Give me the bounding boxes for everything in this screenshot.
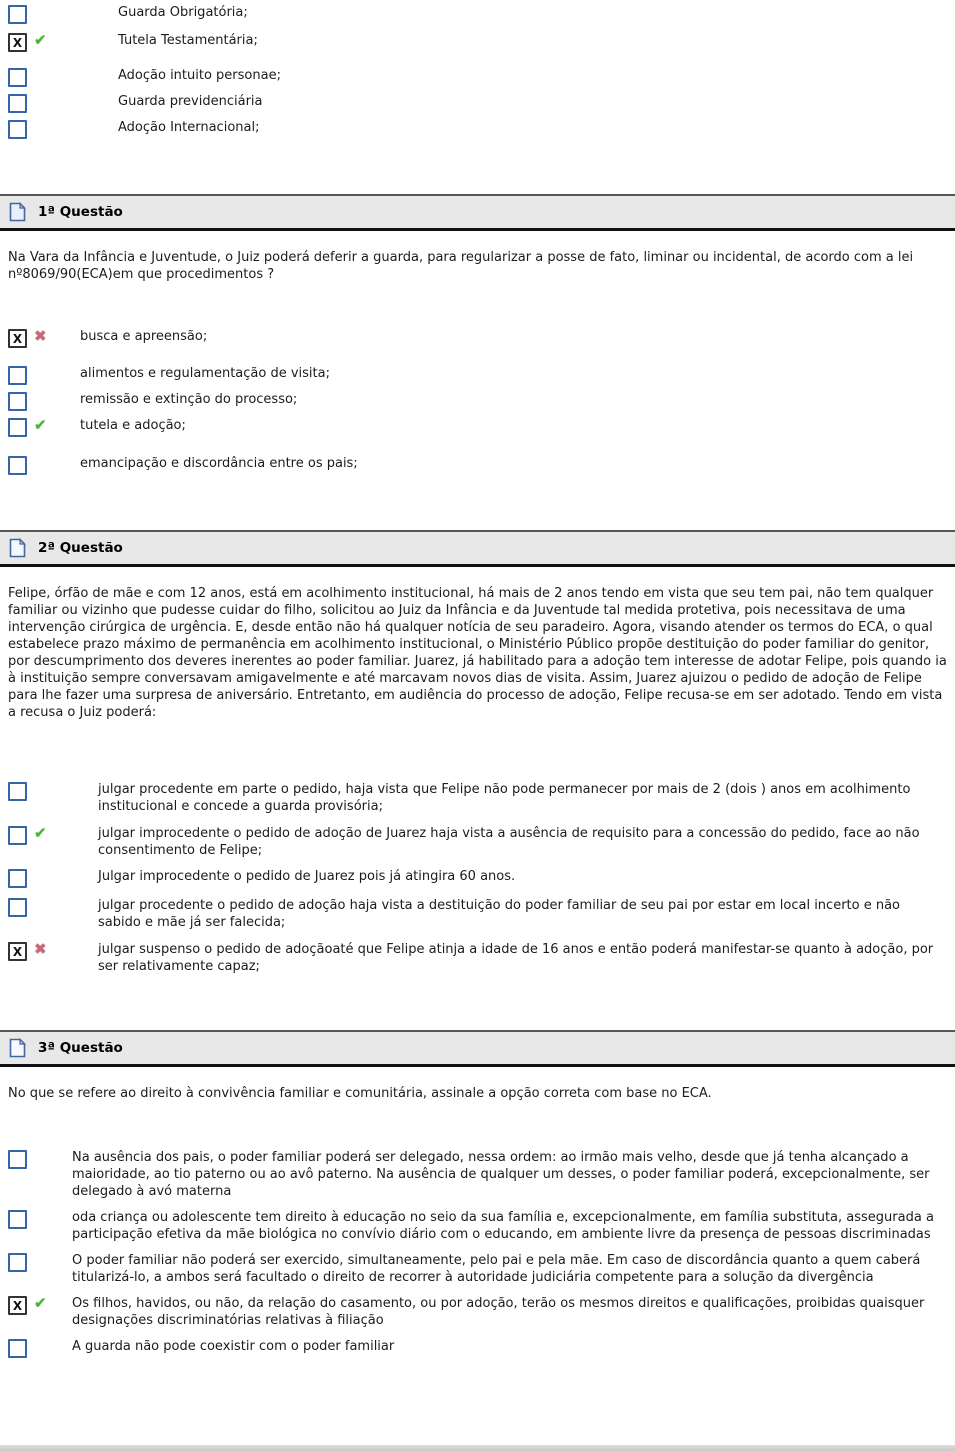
question-2-options <box>0 781 955 975</box>
answer-checkbox[interactable] <box>8 1253 27 1272</box>
answer-checkbox[interactable] <box>8 418 27 437</box>
answer-checkbox[interactable] <box>8 1150 27 1169</box>
question-title: 1ª Questão <box>38 203 123 220</box>
answer-option <box>0 417 955 437</box>
document-icon <box>9 538 26 558</box>
correct-answer-icon: ✔ <box>34 416 47 434</box>
answer-checkbox[interactable] <box>8 1339 27 1358</box>
answer-checkbox[interactable]: X <box>8 33 27 52</box>
option-label: emancipação e discordância entre os pais; <box>80 456 358 471</box>
question-1-options <box>0 328 955 475</box>
answer-checkbox[interactable] <box>8 392 27 411</box>
answer-option <box>0 781 955 815</box>
option-label: Na ausência dos pais, o poder familiar poderá ser delegado, nessa ordem: ao irmão mais velho, desde que já tenha alcançado a maioridade, ao tio paterno ou ao avô paterno. Na ausência de qualquer um desses, o poder familiar poderá, excepcionalmente, ser delegado à avó materna <box>72 1150 930 1199</box>
correct-answer-icon: ✔ <box>34 824 47 842</box>
option-label: julgar suspenso o pedido de adoçãoaté que Felipe atinja a idade de 16 anos e então poderá manifestar-se quanto à adoção, por ser relativamente capaz; <box>98 942 934 974</box>
option-label: julgar procedente em parte o pedido, haja vista que Felipe não pode permanecer por mais de 2 (dois ) anos em acolhimento institucional e concede a guarda provisória; <box>98 782 911 814</box>
answer-option <box>0 4 955 24</box>
answer-checkbox[interactable] <box>8 456 27 475</box>
answer-option <box>0 67 955 87</box>
option-label: Adoção Internacional; <box>118 120 260 135</box>
question-title: 2ª Questão <box>38 539 123 556</box>
question-header <box>0 530 955 567</box>
document-icon <box>9 1038 26 1058</box>
question-3 <box>0 1030 955 1358</box>
option-label: tutela e adoção; <box>80 418 186 433</box>
answer-option <box>0 1252 955 1286</box>
question-text: No que se refere ao direito à convivência familiar e comunitária, assinale a opção correta com base no ECA. <box>8 1086 712 1101</box>
option-label: alimentos e regulamentação de visita; <box>80 366 330 381</box>
correct-answer-icon: ✔ <box>34 31 47 49</box>
option-label: Julgar improcedente o pedido de Juarez pois já atingira 60 anos. <box>98 869 516 884</box>
answer-checkbox[interactable] <box>8 898 27 917</box>
option-label: Os filhos, havidos, ou não, da relação do casamento, ou por adoção, terão os mesmos direitos e qualificações, proibidas quaisquer designações discriminatórias relativas à filiação <box>72 1296 925 1328</box>
answer-checkbox[interactable] <box>8 782 27 801</box>
question-1 <box>0 194 955 475</box>
answer-option <box>0 391 955 411</box>
wrong-answer-icon: ✖ <box>34 327 47 345</box>
answer-checkbox[interactable] <box>8 869 27 888</box>
answer-checkbox[interactable]: X <box>8 329 27 348</box>
document-icon <box>9 202 26 222</box>
answer-option <box>0 941 955 975</box>
option-label: julgar procedente o pedido de adoção haja vista a destituição do poder familiar de seu pai por estar em local incerto e não sabido e mãe já ser falecida; <box>98 898 901 930</box>
answer-option <box>0 897 955 931</box>
answer-option <box>0 119 955 139</box>
answer-checkbox[interactable] <box>8 5 27 24</box>
answer-checkbox[interactable] <box>8 366 27 385</box>
option-label: Guarda Obrigatória; <box>118 5 248 20</box>
answer-checkbox[interactable] <box>8 94 27 113</box>
option-label: Adoção intuito personae; <box>118 68 281 83</box>
option-label: Guarda previdenciária <box>118 94 263 109</box>
answer-option <box>0 868 955 888</box>
answer-option <box>0 1338 955 1358</box>
answer-checkbox[interactable] <box>8 68 27 87</box>
answer-checkbox[interactable] <box>8 826 27 845</box>
option-label: remissão e extinção do processo; <box>80 392 298 407</box>
answer-option <box>0 32 955 52</box>
answer-option <box>0 1209 955 1243</box>
correct-answer-icon: ✔ <box>34 1294 47 1312</box>
question-header <box>0 194 955 231</box>
option-label: julgar improcedente o pedido de adoção de Juarez haja vista a ausência de requisito para a concessão do pedido, face ao não consentimento de Felipe; <box>98 826 920 858</box>
option-label: A guarda não pode coexistir com o poder familiar <box>72 1339 395 1354</box>
wrong-answer-icon: ✖ <box>34 940 47 958</box>
answer-option <box>0 825 955 859</box>
option-label: busca e apreensão; <box>80 329 208 344</box>
answer-checkbox[interactable] <box>8 1210 27 1229</box>
answer-option <box>0 328 955 348</box>
answer-option <box>0 1295 955 1329</box>
question-text: Na Vara da Infância e Juventude, o Juiz poderá deferir a guarda, para regularizar a posse de fato, liminar ou incidental, de acordo com a lei nº8069/90(ECA)em que procedimentos ? <box>8 250 914 282</box>
answer-checkbox[interactable]: X <box>8 942 27 961</box>
option-label: O poder familiar não poderá ser exercido, simultaneamente, pelo pai e pela mãe. Em caso de discordância quanto a quem caberá titularizá-lo, a ambos será facultado o direito de recorrer à autoridade judiciária competente para a solução da divergência <box>72 1253 921 1285</box>
answer-option <box>0 455 955 475</box>
question-text: Felipe, órfão de mãe e com 12 anos, está em acolhimento institucional, há mais de 2 anos tendo em vista que seu tem pai, não tem qualquer familiar ou vizinho que pudesse cuidar do filho, solicitou ao Juiz da Infância e da Juventude tal medida protetiva, pois necessitava de uma intervenção cirúrgica de urgência. E, desde então não há qualquer notícia de seu paradeiro. Agora, visando atender os termos do ECA, o qual estabelece prazo máximo de permanência em acolhimento institucional, o Ministério Público propõe destituição do poder familiar do genitor, por descumprimento dos deveres inerentes ao poder familiar. Juarez, já habilitado para a adoção tem interesse de adotar Felipe, pois quando ia à instituição sempre conversavam amigavelmente e até marcavam novos dias de visita. Assim, Juarez ajuizou o pedido de adoção de Felipe para lhe fazer uma surpresa de aniversário. Entretanto, em audiência do processo de adoção, Felipe recusa-se em ser adotado. Tendo em vista a recusa o Juiz poderá: <box>8 586 947 720</box>
previous-question-options <box>0 0 955 139</box>
question-3-options <box>0 1149 955 1358</box>
question-title: 3ª Questão <box>38 1039 123 1056</box>
bottom-divider-bar <box>0 1445 955 1451</box>
answer-checkbox[interactable]: X <box>8 1296 27 1315</box>
answer-checkbox[interactable] <box>8 120 27 139</box>
answer-option <box>0 1149 955 1200</box>
question-header <box>0 1030 955 1067</box>
option-label: oda criança ou adolescente tem direito à educação no seio da sua família e, excepcionalmente, em família substituta, assegurada a participação efetiva da mãe biológica no convívio diário com o educando, em ambiente livre da presença de pessoas discriminadas <box>72 1210 934 1242</box>
answer-option <box>0 365 955 385</box>
option-label: Tutela Testamentária; <box>118 33 258 48</box>
question-2 <box>0 530 955 975</box>
answer-option <box>0 93 955 113</box>
